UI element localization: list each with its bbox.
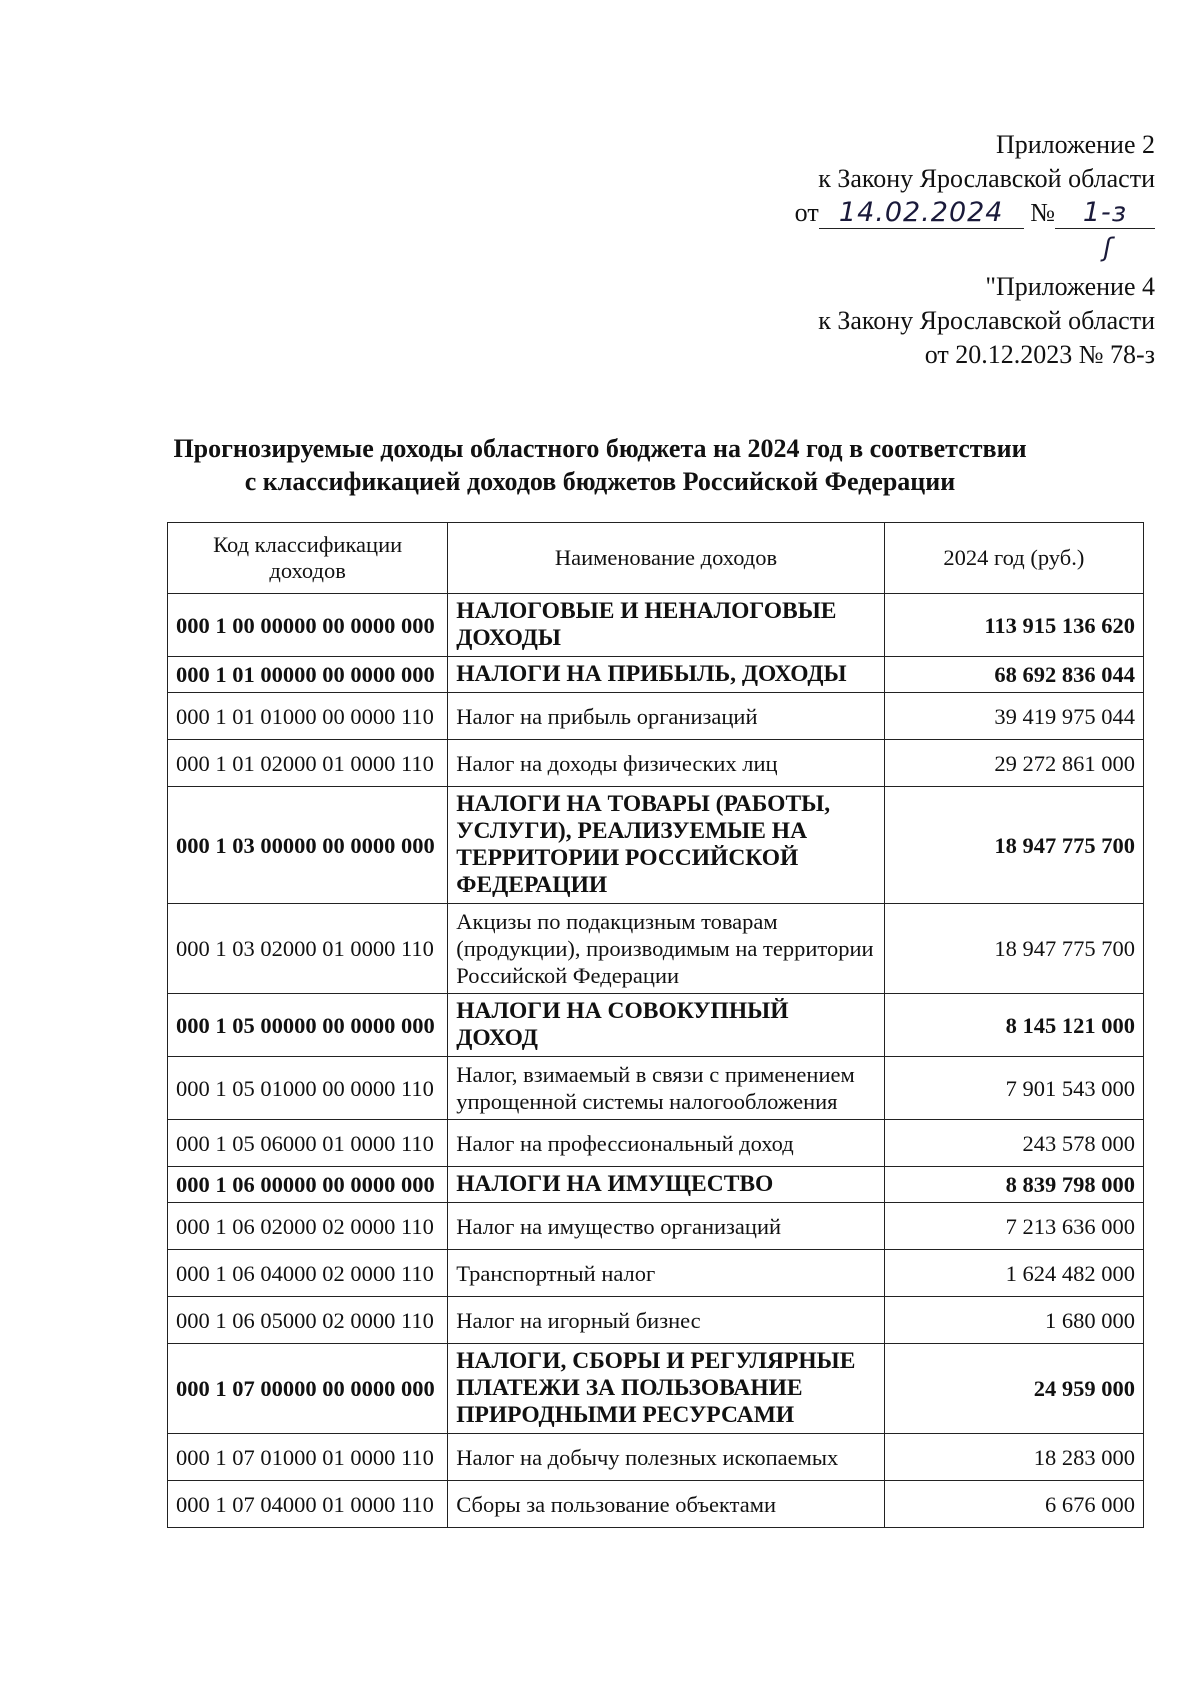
table-row	[168, 1344, 1144, 1434]
cell-code: 000 1 07 01000 01 0000 110	[168, 1434, 448, 1481]
cell-name: Налог на доходы физических лиц	[448, 740, 884, 787]
cell-code: 000 1 05 00000 00 0000 000	[168, 994, 448, 1057]
cell-name: НАЛОГИ НА СОВОКУПНЫЙ ДОХОД	[448, 994, 884, 1057]
attachment-header	[795, 128, 1155, 230]
cell-code: 000 1 06 04000 02 0000 110	[168, 1250, 448, 1297]
table-row	[168, 1167, 1144, 1203]
cell-code: 000 1 06 05000 02 0000 110	[168, 1297, 448, 1344]
header-code: Код классификации доходов	[168, 523, 448, 594]
cell-value: 6 676 000	[884, 1481, 1143, 1528]
table-row	[168, 1203, 1144, 1250]
table-row	[168, 1434, 1144, 1481]
cell-name: Транспортный налог	[448, 1250, 884, 1297]
cell-code: 000 1 01 02000 01 0000 110	[168, 740, 448, 787]
cell-name: Налог на имущество организаций	[448, 1203, 884, 1250]
cell-code: 000 1 03 00000 00 0000 000	[168, 787, 448, 904]
cell-value: 113 915 136 620	[884, 594, 1143, 657]
cell-value: 1 624 482 000	[884, 1250, 1143, 1297]
cell-name: НАЛОГИ НА ТОВАРЫ (РАБОТЫ, УСЛУГИ), РЕАЛИЗУЕМЫЕ НА ТЕРРИТОРИИ РОССИЙСКОЙ ФЕДЕРАЦИИ	[448, 787, 884, 904]
previous-attachment-header	[818, 270, 1155, 372]
header-name: Наименование доходов	[448, 523, 884, 594]
cell-code: 000 1 01 00000 00 0000 000	[168, 657, 448, 693]
handwritten-number: 1-з	[1055, 198, 1155, 229]
cell-name: НАЛОГИ НА ИМУЩЕСТВО	[448, 1167, 884, 1203]
cell-value: 1 680 000	[884, 1297, 1143, 1344]
cell-code: 000 1 07 04000 01 0000 110	[168, 1481, 448, 1528]
prev-attachment-law-ref: к Закону Ярославской области	[818, 306, 1155, 335]
cell-name: Налог на прибыль организаций	[448, 693, 884, 740]
cell-code: 000 1 05 01000 00 0000 110	[168, 1057, 448, 1120]
title-line-2: с классификацией доходов бюджетов Российской Федерации	[244, 467, 956, 496]
document-title	[0, 432, 1200, 498]
date-prefix: от	[794, 198, 819, 227]
cell-name: Налог на игорный бизнес	[448, 1297, 884, 1344]
table-row	[168, 787, 1144, 904]
cell-value: 243 578 000	[884, 1120, 1143, 1167]
cell-name: Налог на добычу полезных ископаемых	[448, 1434, 884, 1481]
table-row	[168, 740, 1144, 787]
table-row	[168, 1120, 1144, 1167]
cell-value: 39 419 975 044	[884, 693, 1143, 740]
cell-value: 7 213 636 000	[884, 1203, 1143, 1250]
handwritten-date: 14.02.2024	[819, 198, 1024, 229]
cell-value: 68 692 836 044	[884, 657, 1143, 693]
cell-code: 000 1 06 02000 02 0000 110	[168, 1203, 448, 1250]
cell-name: Сборы за пользование объектами	[448, 1481, 884, 1528]
table-header-row	[168, 523, 1144, 594]
header-value: 2024 год (руб.)	[884, 523, 1143, 594]
prev-attachment-number: "Приложение 4	[985, 272, 1155, 301]
table-row	[168, 1481, 1144, 1528]
cell-value: 18 283 000	[884, 1434, 1143, 1481]
cell-name: Налог, взимаемый в связи с применением упрощенной системы налогообложения	[448, 1057, 884, 1120]
cell-code: 000 1 03 02000 01 0000 110	[168, 904, 448, 994]
cell-name: НАЛОГИ, СБОРЫ И РЕГУЛЯРНЫЕ ПЛАТЕЖИ ЗА ПОЛЬЗОВАНИЕ ПРИРОДНЫМИ РЕСУРСАМИ	[448, 1344, 884, 1434]
cell-value: 29 272 861 000	[884, 740, 1143, 787]
prev-attachment-date: от 20.12.2023 № 78-з	[924, 340, 1155, 369]
cell-code: 000 1 00 00000 00 0000 000	[168, 594, 448, 657]
cell-name: НАЛОГОВЫЕ И НЕНАЛОГОВЫЕ ДОХОДЫ	[448, 594, 884, 657]
title-line-1: Прогнозируемые доходы областного бюджета на 2024 год в соответствии	[173, 434, 1027, 463]
table-row	[168, 1297, 1144, 1344]
cell-name: НАЛОГИ НА ПРИБЫЛЬ, ДОХОДЫ	[448, 657, 884, 693]
cell-value: 24 959 000	[884, 1344, 1143, 1434]
handwritten-number-mark: ʃ	[1103, 233, 1112, 263]
cell-code: 000 1 06 00000 00 0000 000	[168, 1167, 448, 1203]
attachment-law-ref: к Закону Ярославской области	[818, 164, 1155, 193]
cell-value: 8 145 121 000	[884, 994, 1143, 1057]
number-prefix: №	[1030, 198, 1055, 227]
attachment-date-line	[795, 196, 1155, 230]
cell-value: 18 947 775 700	[884, 904, 1143, 994]
cell-code: 000 1 01 01000 00 0000 110	[168, 693, 448, 740]
table-row	[168, 904, 1144, 994]
table-row	[168, 1057, 1144, 1120]
cell-name: Налог на профессиональный доход	[448, 1120, 884, 1167]
cell-value: 18 947 775 700	[884, 787, 1143, 904]
table-row	[168, 994, 1144, 1057]
table-row	[168, 693, 1144, 740]
cell-value: 7 901 543 000	[884, 1057, 1143, 1120]
table-body	[168, 594, 1144, 1528]
cell-value: 8 839 798 000	[884, 1167, 1143, 1203]
cell-code: 000 1 05 06000 01 0000 110	[168, 1120, 448, 1167]
table-row	[168, 1250, 1144, 1297]
cell-name: Акцизы по подакцизным товарам (продукции), производимым на территории Российской Федерации	[448, 904, 884, 994]
table-row	[168, 657, 1144, 693]
table-row	[168, 594, 1144, 657]
income-table	[167, 522, 1144, 1528]
attachment-number: Приложение 2	[995, 130, 1155, 159]
cell-code: 000 1 07 00000 00 0000 000	[168, 1344, 448, 1434]
